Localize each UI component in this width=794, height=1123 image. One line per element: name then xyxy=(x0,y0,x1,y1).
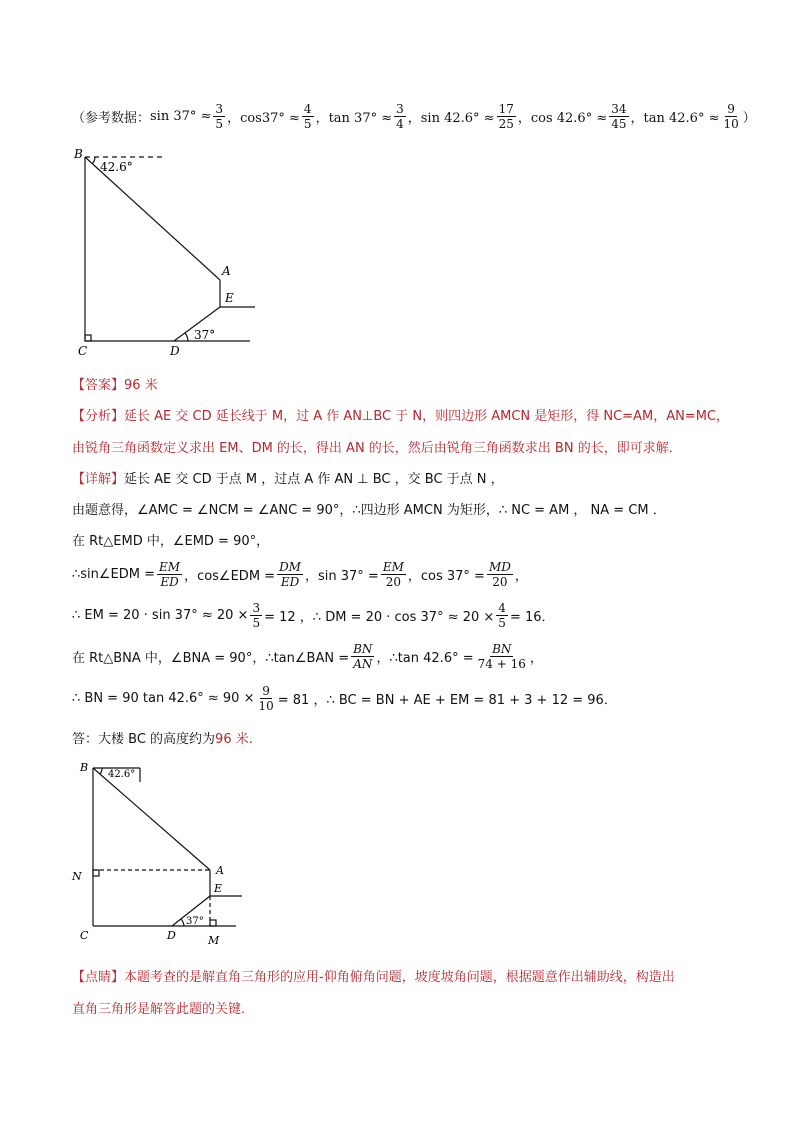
ref-cos37-fraction xyxy=(302,102,314,131)
detail-6b: ，∴tan 42.6° = xyxy=(376,651,474,666)
fig2-line-BA xyxy=(93,768,210,870)
ref-tan37-fraction xyxy=(394,102,406,131)
detail-4c: ，sin 37° = xyxy=(304,569,379,584)
reference-close: ） xyxy=(742,111,756,126)
analysis-line-1 xyxy=(72,405,729,424)
frac-EM-20 xyxy=(381,560,406,589)
fig1-label-A: A xyxy=(222,264,231,278)
ref-sin37-fraction xyxy=(213,102,225,131)
conclusion-line xyxy=(72,728,253,747)
fig1-angle-bottom-label: 37° xyxy=(194,328,216,342)
figure-1-diagram xyxy=(70,140,270,360)
fig2-angle-arc-top xyxy=(100,768,102,774)
detail-line-4 xyxy=(72,560,528,589)
fig2-right-angle-mark-M xyxy=(210,920,216,926)
fig2-angle-arc-bottom xyxy=(181,919,184,926)
detail-tag: 【详解】 xyxy=(72,472,125,487)
fig1-right-angle-mark xyxy=(85,335,91,341)
fig1-angle-arc-top xyxy=(92,157,95,164)
fig2-right-angle-mark-N xyxy=(93,870,99,876)
detail-line-3 xyxy=(72,530,269,549)
frac-den: 5 xyxy=(252,616,261,630)
analysis-text-1: 延长 AE 交 CD 延长线于 M，过 A 作 AN⊥BC 于 N，则四边形 AMCN 是矩形，得 NC=AM，AN=MC， xyxy=(124,409,729,424)
fig1-angle-top-label: 42.6° xyxy=(100,160,133,174)
fig2-label-C: C xyxy=(80,929,89,942)
detail-line-5 xyxy=(72,601,555,630)
detail-7b: = 81 ，∴ BC = BN + AE + EM = 81 + 3 + 12 = 96． xyxy=(277,693,617,708)
fig2-label-A: A xyxy=(216,864,224,877)
conclusion-text: 答：大楼 BC 的高度约为 xyxy=(72,732,216,747)
frac-num: 3 xyxy=(215,102,224,116)
frac-den: 20 xyxy=(492,575,508,589)
fig2-label-D: D xyxy=(167,929,176,942)
frac-num: 4 xyxy=(498,601,506,615)
figure-2-diagram xyxy=(68,758,258,948)
frac-den: 45 xyxy=(611,117,627,131)
detail-5c: = 16． xyxy=(509,610,555,625)
frac-EM-ED xyxy=(157,560,182,589)
fig1-label-E: E xyxy=(225,291,234,305)
comment-text-1: 本题考查的是解直角三角形的应用-仰角俯角问题，坡度坡角问题，根据题意作出辅助线，构造出 xyxy=(124,970,675,985)
frac-den: ED xyxy=(280,575,300,589)
frac-num: DM xyxy=(279,560,301,574)
detail-text-1: 延长 AE 交 CD 于点 M ，过点 A 作 AN ⊥ BC ，交 BC 于点 N ， xyxy=(124,472,504,487)
detail-4b: ，cos∠EDM = xyxy=(184,569,276,584)
reference-data-line xyxy=(72,102,756,131)
frac-den: 10 xyxy=(723,117,739,131)
fig1-label-D: D xyxy=(170,344,180,358)
frac-den: 74 + 16 xyxy=(477,657,526,671)
fig2-angle-bottom-label: 37° xyxy=(186,916,204,927)
frac-num: 3 xyxy=(396,102,404,116)
frac-den: 5 xyxy=(498,616,506,630)
fig1-angle-arc-bottom xyxy=(185,333,188,341)
fig1-line-BA xyxy=(85,157,220,280)
detail-line-1 xyxy=(72,468,504,487)
frac-BN-AN xyxy=(351,642,374,671)
fig1-label-B: B xyxy=(74,147,83,161)
detail-7a: ∴ BN = 90 tan 42.6° ≈ 90 × xyxy=(72,691,255,706)
detail-line-7 xyxy=(72,684,617,713)
analysis-line-2 xyxy=(72,437,682,456)
detail-6c: ， xyxy=(529,651,543,666)
frac-9-10 xyxy=(256,684,275,713)
fig2-label-E: E xyxy=(214,882,223,895)
frac-den: ED xyxy=(160,575,179,589)
frac-num: 4 xyxy=(303,102,312,116)
frac-den: 4 xyxy=(396,117,404,131)
frac-DM-ED xyxy=(277,560,303,589)
comment-tag: 【点睛】 xyxy=(72,970,125,985)
detail-text-3: 在 Rt△EMD 中，∠EMD = 90°， xyxy=(72,534,270,549)
frac-num: EM xyxy=(159,560,181,574)
detail-line-2 xyxy=(72,499,666,518)
detail-4a: ∴sin∠EDM = xyxy=(72,567,156,582)
conclusion-value: 96 米. xyxy=(215,732,253,747)
frac-num: BN xyxy=(353,642,373,656)
analysis-text-2: 由锐角三角函数定义求出 EM、DM 的长，得出 AN 的长，然后由锐角三角函数求出 BN 的长，即可求解． xyxy=(72,441,682,456)
fig2-label-B: B xyxy=(80,761,89,774)
ref-tan426-label: ，tan 42.6° ≈ xyxy=(630,111,720,126)
fig2-angle-top-label: 42.6° xyxy=(108,769,136,780)
answer-tag: 【答案】 xyxy=(72,378,125,393)
frac-3-5 xyxy=(250,601,262,630)
detail-4d: ，cos 37° = xyxy=(407,569,485,584)
frac-BN-90 xyxy=(476,642,528,671)
frac-num: EM xyxy=(382,560,404,574)
answer-value: 96 米 xyxy=(124,378,158,393)
frac-num: 3 xyxy=(252,601,261,615)
analysis-tag: 【分析】 xyxy=(72,409,125,424)
detail-4e: ， xyxy=(514,569,528,584)
frac-den: 5 xyxy=(215,117,224,131)
frac-den: AN xyxy=(353,657,373,671)
detail-line-6 xyxy=(72,642,543,671)
fig1-label-C: C xyxy=(78,344,88,358)
frac-den: 5 xyxy=(303,117,312,131)
frac-den: 25 xyxy=(498,117,514,131)
comment-text-2: 直角三角形是解答此题的关键． xyxy=(72,1002,255,1017)
ref-tan37-label: ，tan 37° ≈ xyxy=(315,111,393,126)
frac-num: 17 xyxy=(498,102,514,116)
ref-sin37-label: sin 37° ≈ xyxy=(150,109,212,124)
frac-num: MD xyxy=(488,560,511,574)
ref-cos37-label: ，cos37° ≈ xyxy=(227,111,300,126)
frac-num: BN xyxy=(492,642,512,656)
frac-num: 34 xyxy=(611,102,627,116)
detail-5a: ∴ EM = 20 · sin 37° ≈ 20 × xyxy=(72,608,249,623)
reference-open: （参考数据： xyxy=(72,111,151,126)
detail-text-2: 由题意得，∠AMC = ∠NCM = ∠ANC = 90°，∴四边形 AMCN 为矩形，∴ NC = AM ， NA = CM ． xyxy=(72,503,666,518)
ref-tan426-fraction xyxy=(721,102,740,131)
comment-line-2 xyxy=(72,998,254,1017)
frac-num: 9 xyxy=(262,684,270,698)
answer-line xyxy=(72,374,158,393)
fig2-label-M: M xyxy=(208,934,220,947)
detail-5b: = 12 ，∴ DM = 20 · cos 37° ≈ 20 × xyxy=(264,610,495,625)
frac-den: 20 xyxy=(385,575,401,589)
frac-MD-20 xyxy=(487,560,513,589)
ref-cos426-fraction xyxy=(609,102,628,131)
frac-den: 10 xyxy=(258,699,274,713)
ref-sin426-fraction xyxy=(497,102,516,131)
fig2-label-N: N xyxy=(72,870,82,883)
ref-sin426-label: ，sin 42.6° ≈ xyxy=(407,111,495,126)
ref-cos426-label: ，cos 42.6° ≈ xyxy=(517,111,608,126)
detail-6a: 在 Rt△BNA 中，∠BNA = 90°，∴tan∠BAN = xyxy=(72,651,350,666)
frac-4-5 xyxy=(496,601,508,630)
comment-line-1 xyxy=(72,966,675,985)
frac-num: 9 xyxy=(727,102,735,116)
